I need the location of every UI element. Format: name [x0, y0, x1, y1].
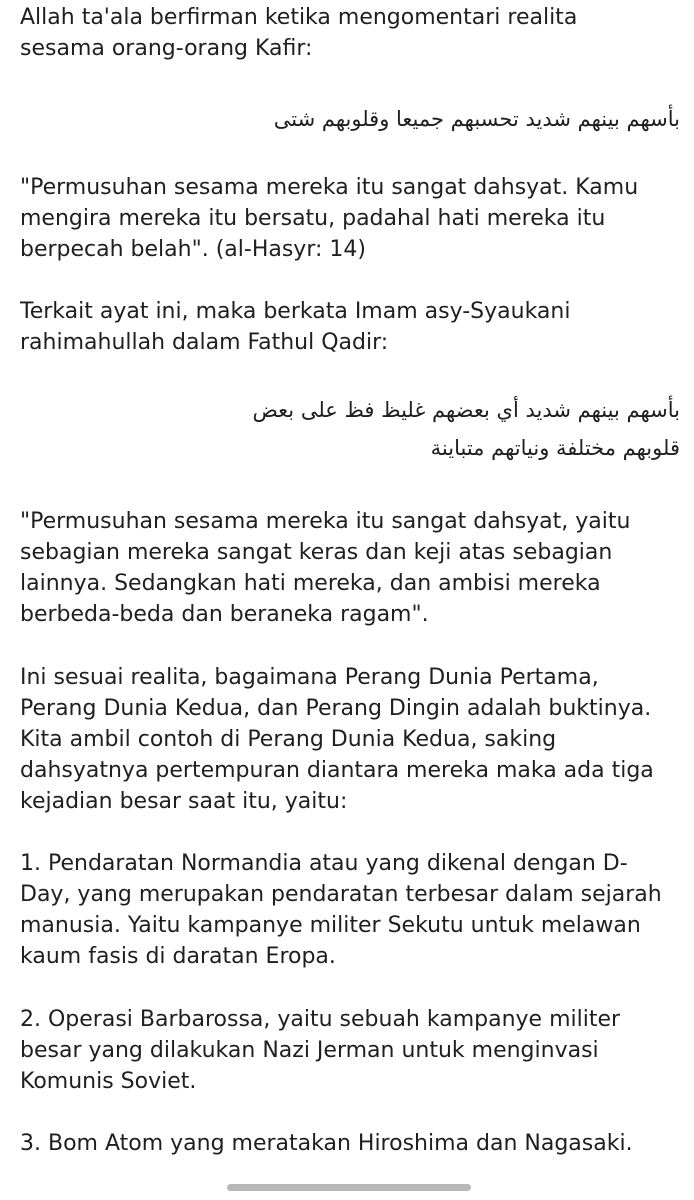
- paragraph-reality: Ini sesuai realita, bagaimana Perang Dunia Pertama, Perang Dunia Kedua, dan Perang Dingin adalah buktinya. Kita ambil contoh di Perang Dunia Kedua, saking dahsyatnya pertempuran diantara mereka maka ada tiga kejadian besar saat itu, yaitu:: [20, 665, 654, 814]
- arabic-verse-line: بأسهم بينهم شديد تحسبهم جميعا وقلوبهم شتى: [273, 107, 680, 131]
- paragraph-translation: "Permusuhan sesama mereka itu sangat dahsyat. Kamu mengira mereka itu bersatu, padahal hati mereka itu berpecah belah". (al-Hasyr: 14): [20, 175, 639, 262]
- paragraph-commentary-translation: "Permusuhan sesama mereka itu sangat dahsyat, yaitu sebagian mereka sangat keras dan keji atas sebagian lainnya. Sedangkan hati mereka, dan ambisi mereka berbeda-beda dan beraneka ragam".: [20, 509, 631, 627]
- list-item-3: 3. Bom Atom yang meratakan Hiroshima dan Nagasaki.: [20, 1131, 633, 1156]
- list-item-2: 2. Operasi Barbarossa, yaitu sebuah kampanye militer besar yang dilakukan Nazi Jerman untuk menginvasi Komunis Soviet.: [20, 1007, 621, 1094]
- arabic-commentary: [20, 393, 680, 465]
- paragraph-commentary-intro: Terkait ayat ini, maka berkata Imam asy-Syaukani rahimahullah dalam Fathul Qadir:: [20, 299, 571, 355]
- arabic-commentary-line-2: قلوبهم مختلفة ونياتهم متباينة: [430, 436, 680, 460]
- arabic-commentary-line-1: بأسهم بينهم شديد أي بعضهم غليظ فظ على بعض: [252, 398, 680, 422]
- home-indicator-bar[interactable]: [227, 1184, 471, 1191]
- paragraph-intro: Allah ta'ala berfirman ketika mengomentari realita sesama orang-orang Kafir:: [20, 5, 578, 61]
- arabic-verse: [20, 102, 680, 136]
- list-item-1: 1. Pendaratan Normandia atau yang dikenal dengan D-Day, yang merupakan pendaratan terbesar dalam sejarah manusia. Yaitu kampanye militer Sekutu untuk melawan kaum fasis di daratan Eropa.: [20, 851, 662, 969]
